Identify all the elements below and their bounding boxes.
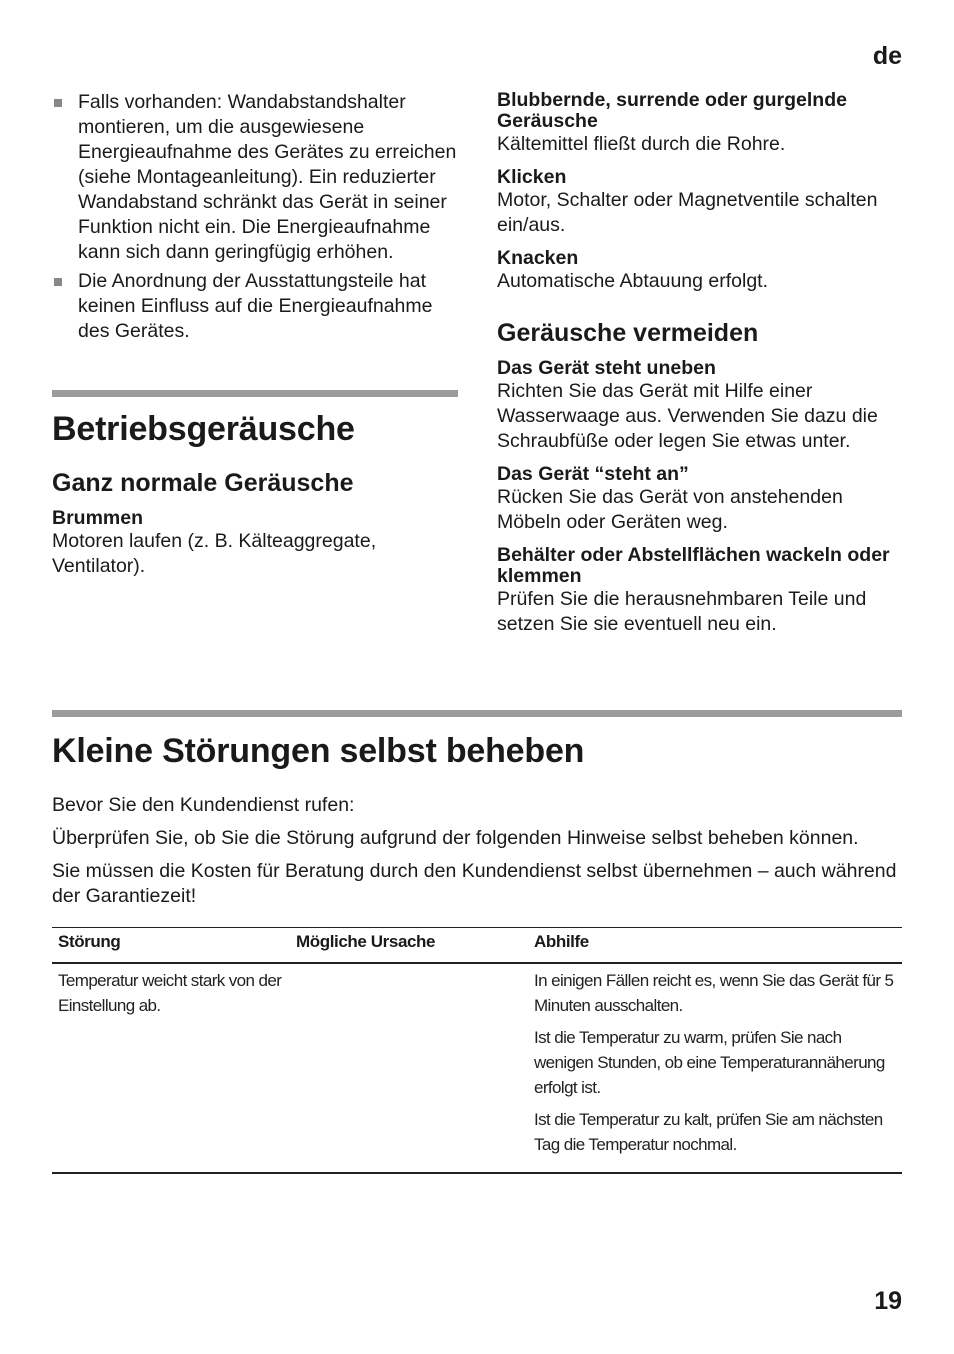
- right-column: [497, 90, 902, 647]
- bullet-square-icon: [54, 99, 62, 107]
- fault-cell: Temperatur weicht stark von der Einstellung ab.: [52, 963, 290, 1173]
- stehtan-text: Rücken Sie das Gerät von anstehenden Möbeln oder Geräten weg.: [497, 486, 843, 533]
- stehtan-block: [497, 464, 902, 535]
- table-row: [52, 963, 902, 1173]
- section-divider: [52, 390, 458, 397]
- left-column: [52, 90, 458, 579]
- troubleshoot-title: Kleine Störungen selbst beheben: [52, 732, 585, 770]
- troubleshoot-table: [52, 927, 902, 1174]
- uneben-text: Richten Sie das Gerät mit Hilfe einer Wasserwaage aus. Verwenden Sie dazu die Schraubfüße oder legen Sie etwas unter.: [497, 380, 878, 452]
- brummen-block: [52, 508, 458, 579]
- remedy-cell: [528, 963, 902, 1173]
- knacken-text: Automatische Abtauung erfolgt.: [497, 270, 769, 292]
- page-number: 19: [874, 1287, 902, 1315]
- knacken-block: [497, 248, 902, 294]
- list-item-text: Falls vorhanden: Wandabstandshalter montieren, um die ausgewiesene Energieaufnahme des Gerätes zu erreichen (siehe Montageanleitung). Ein reduzierter Wandabstand schränkt das Gerät in seiner Funktion nicht ein. Die Energieaufnahme kann sich dann geringfügig erhöhen.: [78, 91, 457, 263]
- uneben-block: [497, 358, 902, 454]
- bullet-square-icon: [54, 278, 62, 286]
- blubbern-text: Kältemittel fließt durch die Rohre.: [497, 133, 786, 155]
- cause-cell: [290, 963, 528, 1173]
- klicken-text: Motor, Schalter oder Magnetventile schalten ein/aus.: [497, 189, 878, 236]
- blubbern-title: Blubbernde, surrende oder gurgelnde Geräusche: [497, 89, 847, 132]
- troubleshoot-section: [52, 710, 902, 1174]
- column-header-fault: Störung: [52, 928, 290, 964]
- section-title: Betriebsgeräusche: [52, 410, 355, 448]
- brummen-title: Brummen: [52, 507, 144, 529]
- cost-paragraph: Sie müssen die Kosten für Beratung durch den Kundendienst selbst übernehmen – auch während der Garantiezeit!: [52, 860, 897, 907]
- column-header-remedy: Abhilfe: [528, 928, 902, 964]
- avoid-title: Geräusche vermeiden: [497, 319, 759, 347]
- klicken-title: Klicken: [497, 166, 567, 188]
- language-code: de: [872, 42, 902, 70]
- blubbern-block: [497, 90, 902, 157]
- bullet-list: [52, 90, 458, 344]
- klicken-block: [497, 167, 902, 238]
- knacken-title: Knacken: [497, 247, 579, 269]
- stehtan-title: Das Gerät “steht an”: [497, 463, 689, 485]
- check-paragraph: Überprüfen Sie, ob Sie die Störung aufgrund der folgenden Hinweise selbst beheben können.: [52, 827, 859, 849]
- column-header-cause: Mögliche Ursache: [290, 928, 528, 964]
- wackeln-title: Behälter oder Abstellflächen wackeln oder klemmen: [497, 544, 890, 587]
- intro-paragraph: Bevor Sie den Kundendienst rufen:: [52, 794, 355, 816]
- table-header-row: [52, 928, 902, 964]
- wackeln-block: [497, 545, 902, 637]
- remedy-text: In einigen Fällen reicht es, wenn Sie das Gerät für 5 Minuten ausschalten.: [534, 971, 894, 1015]
- brummen-text: Motoren laufen (z. B. Kälteaggregate, Ventilator).: [52, 530, 377, 577]
- wackeln-text: Prüfen Sie die herausnehmbaren Teile und setzen Sie sie eventuell neu ein.: [497, 588, 867, 635]
- section-divider: [52, 710, 902, 717]
- remedy-text: Ist die Temperatur zu warm, prüfen Sie nach wenigen Stunden, ob eine Temperaturannäherung erfolgt ist.: [534, 1028, 885, 1097]
- list-item-text: Die Anordnung der Ausstattungsteile hat keinen Einfluss auf die Energieaufnahme des Gerätes.: [78, 270, 433, 342]
- list-item: [52, 90, 458, 265]
- uneben-title: Das Gerät steht uneben: [497, 357, 716, 379]
- subsection-title: Ganz normale Geräusche: [52, 469, 354, 497]
- remedy-text: Ist die Temperatur zu kalt, prüfen Sie am nächsten Tag die Temperatur nochmal.: [534, 1110, 883, 1154]
- list-item: [52, 269, 458, 344]
